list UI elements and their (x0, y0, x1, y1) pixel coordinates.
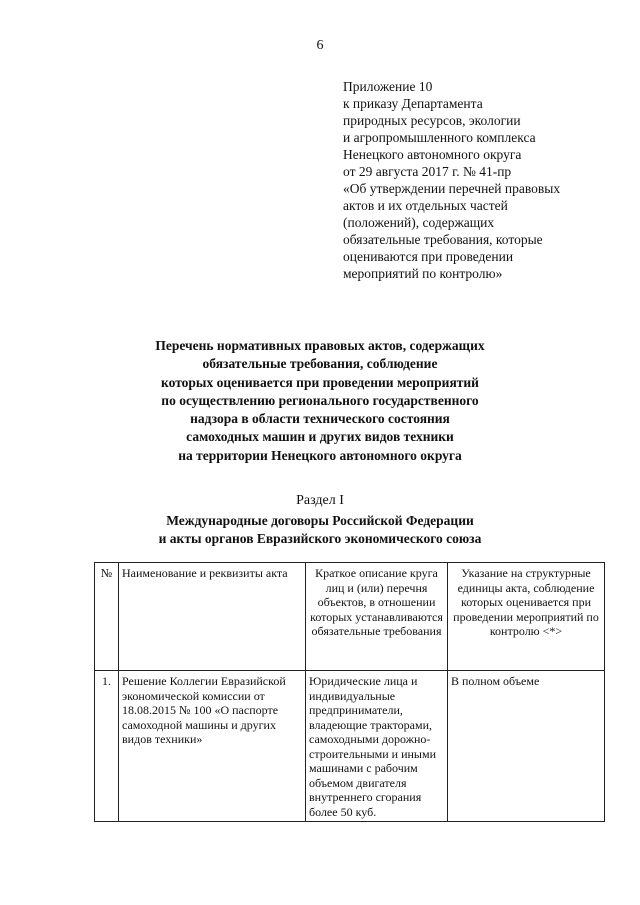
appendix-line: Ненецкого автономного округа (343, 147, 522, 162)
appendix-line: природных ресурсов, экологии (343, 113, 521, 128)
title-line: Перечень нормативных правовых актов, содержащих (155, 338, 485, 353)
appendix-block (343, 78, 623, 282)
row-number: 1. (95, 671, 119, 822)
appendix-line: мероприятий по контролю» (343, 266, 503, 281)
appendix-line: Приложение 10 (343, 79, 433, 94)
section-title (60, 512, 580, 548)
header-description: Краткое описание круга лиц и (или) перечня объектов, в отношении которых устанавливаются обязательные требования (306, 563, 448, 671)
row-description: Юридические лица и индивидуальные предприниматели, владеющие тракторами, самоходными дорожно-строительными и иными машинами с рабочим объемом двигателя внутреннего сгорания более 50 куб. (306, 671, 448, 822)
row-indication: В полном объеме (448, 671, 605, 822)
section-title-line: и акты органов Евразийского экономического союза (158, 531, 482, 546)
appendix-line: от 29 августа 2017 г. № 41-пр (343, 164, 512, 179)
section-label: Раздел I (296, 493, 344, 508)
table-row (95, 671, 605, 822)
appendix-line: к приказу Департамента (343, 96, 483, 111)
row-act-name: Решение Коллегии Евразийской экономической комиссии от 18.08.2015 № 100 «О паспорте самоходной машины и других видов техники» (119, 671, 306, 822)
title-line: которых оценивается при проведении мероприятий (161, 374, 479, 390)
appendix-line: «Об утверждении перечней правовых (343, 181, 561, 196)
title-line: по осуществлению регионального государственного (161, 392, 479, 408)
title-line: обязательные требования, соблюдение (202, 356, 438, 372)
appendix-line: актов и их отдельных частей (343, 198, 508, 213)
appendix-line: (положений), содержащих (343, 215, 495, 230)
title-line: надзора в области технического состояния (190, 411, 450, 427)
acts-table (94, 562, 605, 822)
page-number: 6 (316, 38, 324, 53)
title-line: самоходных машин и других видов техники (186, 429, 454, 445)
header-indication: Указание на структурные единицы акта, соблюдение которых оценивается при проведении мероприятий по контролю <*> (448, 563, 605, 671)
appendix-line: обязательные требования, которые (343, 232, 543, 247)
title-line: на территории Ненецкого автономного округа (178, 447, 462, 463)
header-act-name: Наименование и реквизиты акта (119, 563, 306, 671)
section-title-line: Международные договоры Российской Федерации (166, 513, 474, 528)
appendix-line: оцениваются при проведении (343, 249, 514, 264)
table-header-row (95, 563, 605, 671)
header-number: № (95, 563, 119, 671)
appendix-line: и агропромышленного комплекса (343, 130, 536, 145)
document-title (60, 337, 580, 465)
